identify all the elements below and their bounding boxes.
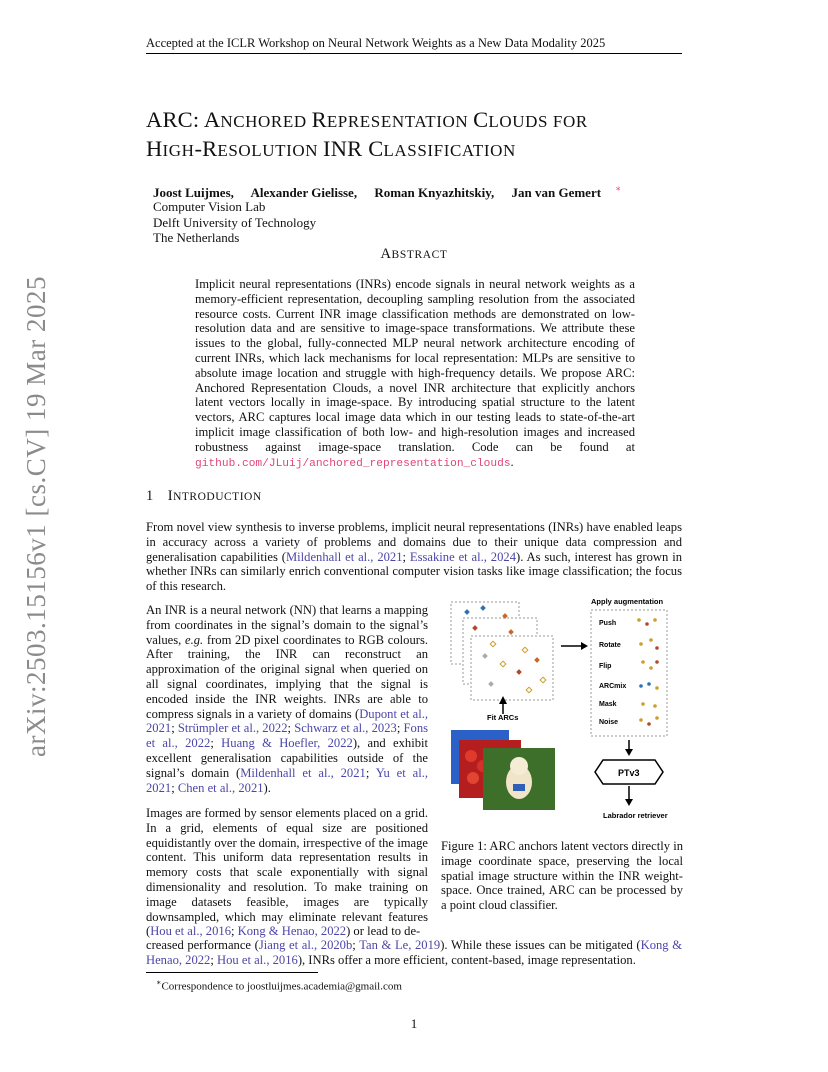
intro-paragraph-3-continued: creased performance (Jiang et al., 2020b; Tan & Le, 2019). While these issues can be mitigated (Kong & Henao, 2022; Hou et al., 2016), INRs offer a more efficient, content-based, image representation. [146, 938, 683, 967]
author: Jan van Gemert ∗ [511, 184, 622, 201]
abstract-heading: ABSTRACT [380, 246, 448, 262]
fit-arcs-label: Fit ARCs [487, 713, 519, 722]
author: Alexander Gielisse, [250, 185, 358, 201]
augmentation-noise: Noise [599, 719, 619, 726]
intro-paragraph-2: An INR is a neural network (NN) that learns a mapping from coordinates in the signal’s domain to the signal’s values, e.g. from 2D pixel coordinates to RGB colours. After training, the INR can reconstruct an approximation of the original signal when queried on all signal coordinates, implying that the signal is encoded inside the INR weights. INRs are able to compress signals in a variety of domains (Dupont et al., 2021; Strümpler et al., 2022; Schwarz et al., 2023; Fons et al., 2022; Huang & Hoefler, 2022), and exhibit excellent generalisation capabilities outside of the signal’s domain (Mildenhall et al., 2021; Yu et al., 2021; Chen et al., 2021). [146, 603, 429, 795]
citation-link[interactable]: Mildenhall et al., 2021 [240, 765, 366, 780]
arxiv-stamp: arXiv:2503.15156v1 [cs.CV] 19 Mar 2025 [21, 276, 51, 757]
citation-link[interactable]: Chen et al., 2021 [177, 780, 264, 795]
augmentation-arcmix: ARCmix [599, 683, 627, 690]
ptv3-label: PTv3 [618, 768, 640, 778]
running-header: Accepted at the ICLR Workshop on Neural Network Weights as a New Data Modality 2025 [146, 36, 606, 50]
citation-link[interactable]: Hou et al., 2016 [217, 952, 298, 967]
abstract-body: Implicit neural representations (INRs) encode signals in neural network weights as a memory-efficient representation, decoupling sampling resolution from the associated resource costs. Current INR image classification methods are demonstrated on low-resolution data and are sensitive to image-space transformations. We attribute these issues to the global, fully-connected MLP neural network architecture encoding of current INRs, which lack mechanisms for local representation: MLPs are sensitive to absolute image location and struggle with high-frequency details. We propose ARC: Anchored Representation Clouds, a novel INR architecture that explicitly anchors latent vectors locally in image-space. By introducing spatial structure to the latent vectors, ARC captures local image data which in our testing leads to state-of-the-art implicit image classification of both low- and high-resolution images and increased robustness against image-space translation. Code can be found at github.com/JLuij/anchored_representation_clouds. [195, 277, 635, 470]
citation-link[interactable]: Hou et al., 2016 [150, 924, 231, 939]
affiliation: Computer Vision Lab Delft University of Technology The Netherlands [153, 199, 317, 245]
header-rule [146, 53, 682, 54]
arrow-head [625, 749, 633, 756]
citation-link[interactable]: Jiang et al., 2020b [258, 938, 353, 952]
intro-paragraph-1: From novel view synthesis to inverse problems, implicit neural representations (INRs) have enabled leaps in accuracy across a variety of problems and domains due to their unique data compression and generalisation capabilities (Mildenhall et al., 2021; Essakine et al., 2024). As such, interest has grown in whether INRs can similarly enrich conventional computer vision tasks like image classification; the focus of this research. [146, 520, 682, 594]
section-heading: 1 INTRODUCTION [146, 488, 262, 504]
paper-title: ARC: ANCHORED REPRESENTATION CLOUDS FOR HIGH-RESOLUTION INR CLASSIFICATION [146, 107, 588, 161]
citation-link[interactable]: Tan & Le, 2019 [359, 938, 441, 952]
citation-link[interactable]: Yu et al., 2021 [146, 765, 428, 795]
figure-1 [443, 596, 683, 828]
author: Joost Luijmes, [153, 185, 234, 201]
arrow-head [581, 642, 588, 650]
augmentation-flip: Flip [599, 663, 612, 670]
code-link[interactable]: github.com/JLuij/anchored_representation_clouds [195, 457, 511, 470]
output-label: Labrador retriever [603, 811, 668, 820]
apply-augmentation-label: Apply augmentation [591, 597, 664, 606]
citation-link[interactable]: Essakine et al., 2024 [409, 549, 516, 564]
intro-paragraph-3: Images are formed by sensor elements placed on a grid. In a grid, elements of equal size are positioned equidistantly over the domain, irrespective of the image content. This uniform data representation results in memory costs that scale exponentially with signal dimensionality and resolution. To make training on image datasets feasible, images are typically downsampled, which may eliminate relevant features (Hou et al., 2016; Kong & Henao, 2022) or lead to de- [146, 806, 428, 939]
footnote-marker[interactable]: ∗ [615, 184, 622, 194]
augmentation-push: Push [599, 620, 617, 627]
citation-link[interactable]: Mildenhall et al., 2021 [285, 549, 403, 564]
augmentation-rotate: Rotate [599, 642, 621, 649]
augmentation-points [637, 618, 659, 726]
citation-link[interactable]: Kong & Henao, 2022 [146, 938, 683, 967]
figure-caption: Figure 1: ARC anchors latent vectors directly in image coordinate space, preserving the local spatial image structure within the INR weight-space. Once trained, ARC can be processed by a point cloud classifier. [441, 839, 683, 913]
citation-link[interactable]: Dupont et al., 2021 [146, 706, 428, 736]
arrow-head [625, 799, 633, 806]
augmentation-mask: Mask [599, 701, 617, 708]
point-cloud-card [471, 636, 553, 700]
author: Roman Knyazhitskiy, [374, 185, 495, 201]
citation-link[interactable]: Fons et al., 2022 [146, 721, 429, 751]
footnote-rule [146, 972, 318, 973]
citation-link[interactable]: Strümpler et al., 2022 [177, 721, 288, 736]
citation-link[interactable]: Kong & Henao, 2022 [237, 924, 347, 939]
citation-link[interactable]: Schwarz et al., 2023 [294, 721, 397, 736]
citation-link[interactable]: Huang & Hoefler, 2022 [221, 736, 353, 751]
footnote: ∗Correspondence to joostluijmes.academia@gmail.com [156, 978, 402, 993]
page-number: 1 [410, 1016, 418, 1031]
